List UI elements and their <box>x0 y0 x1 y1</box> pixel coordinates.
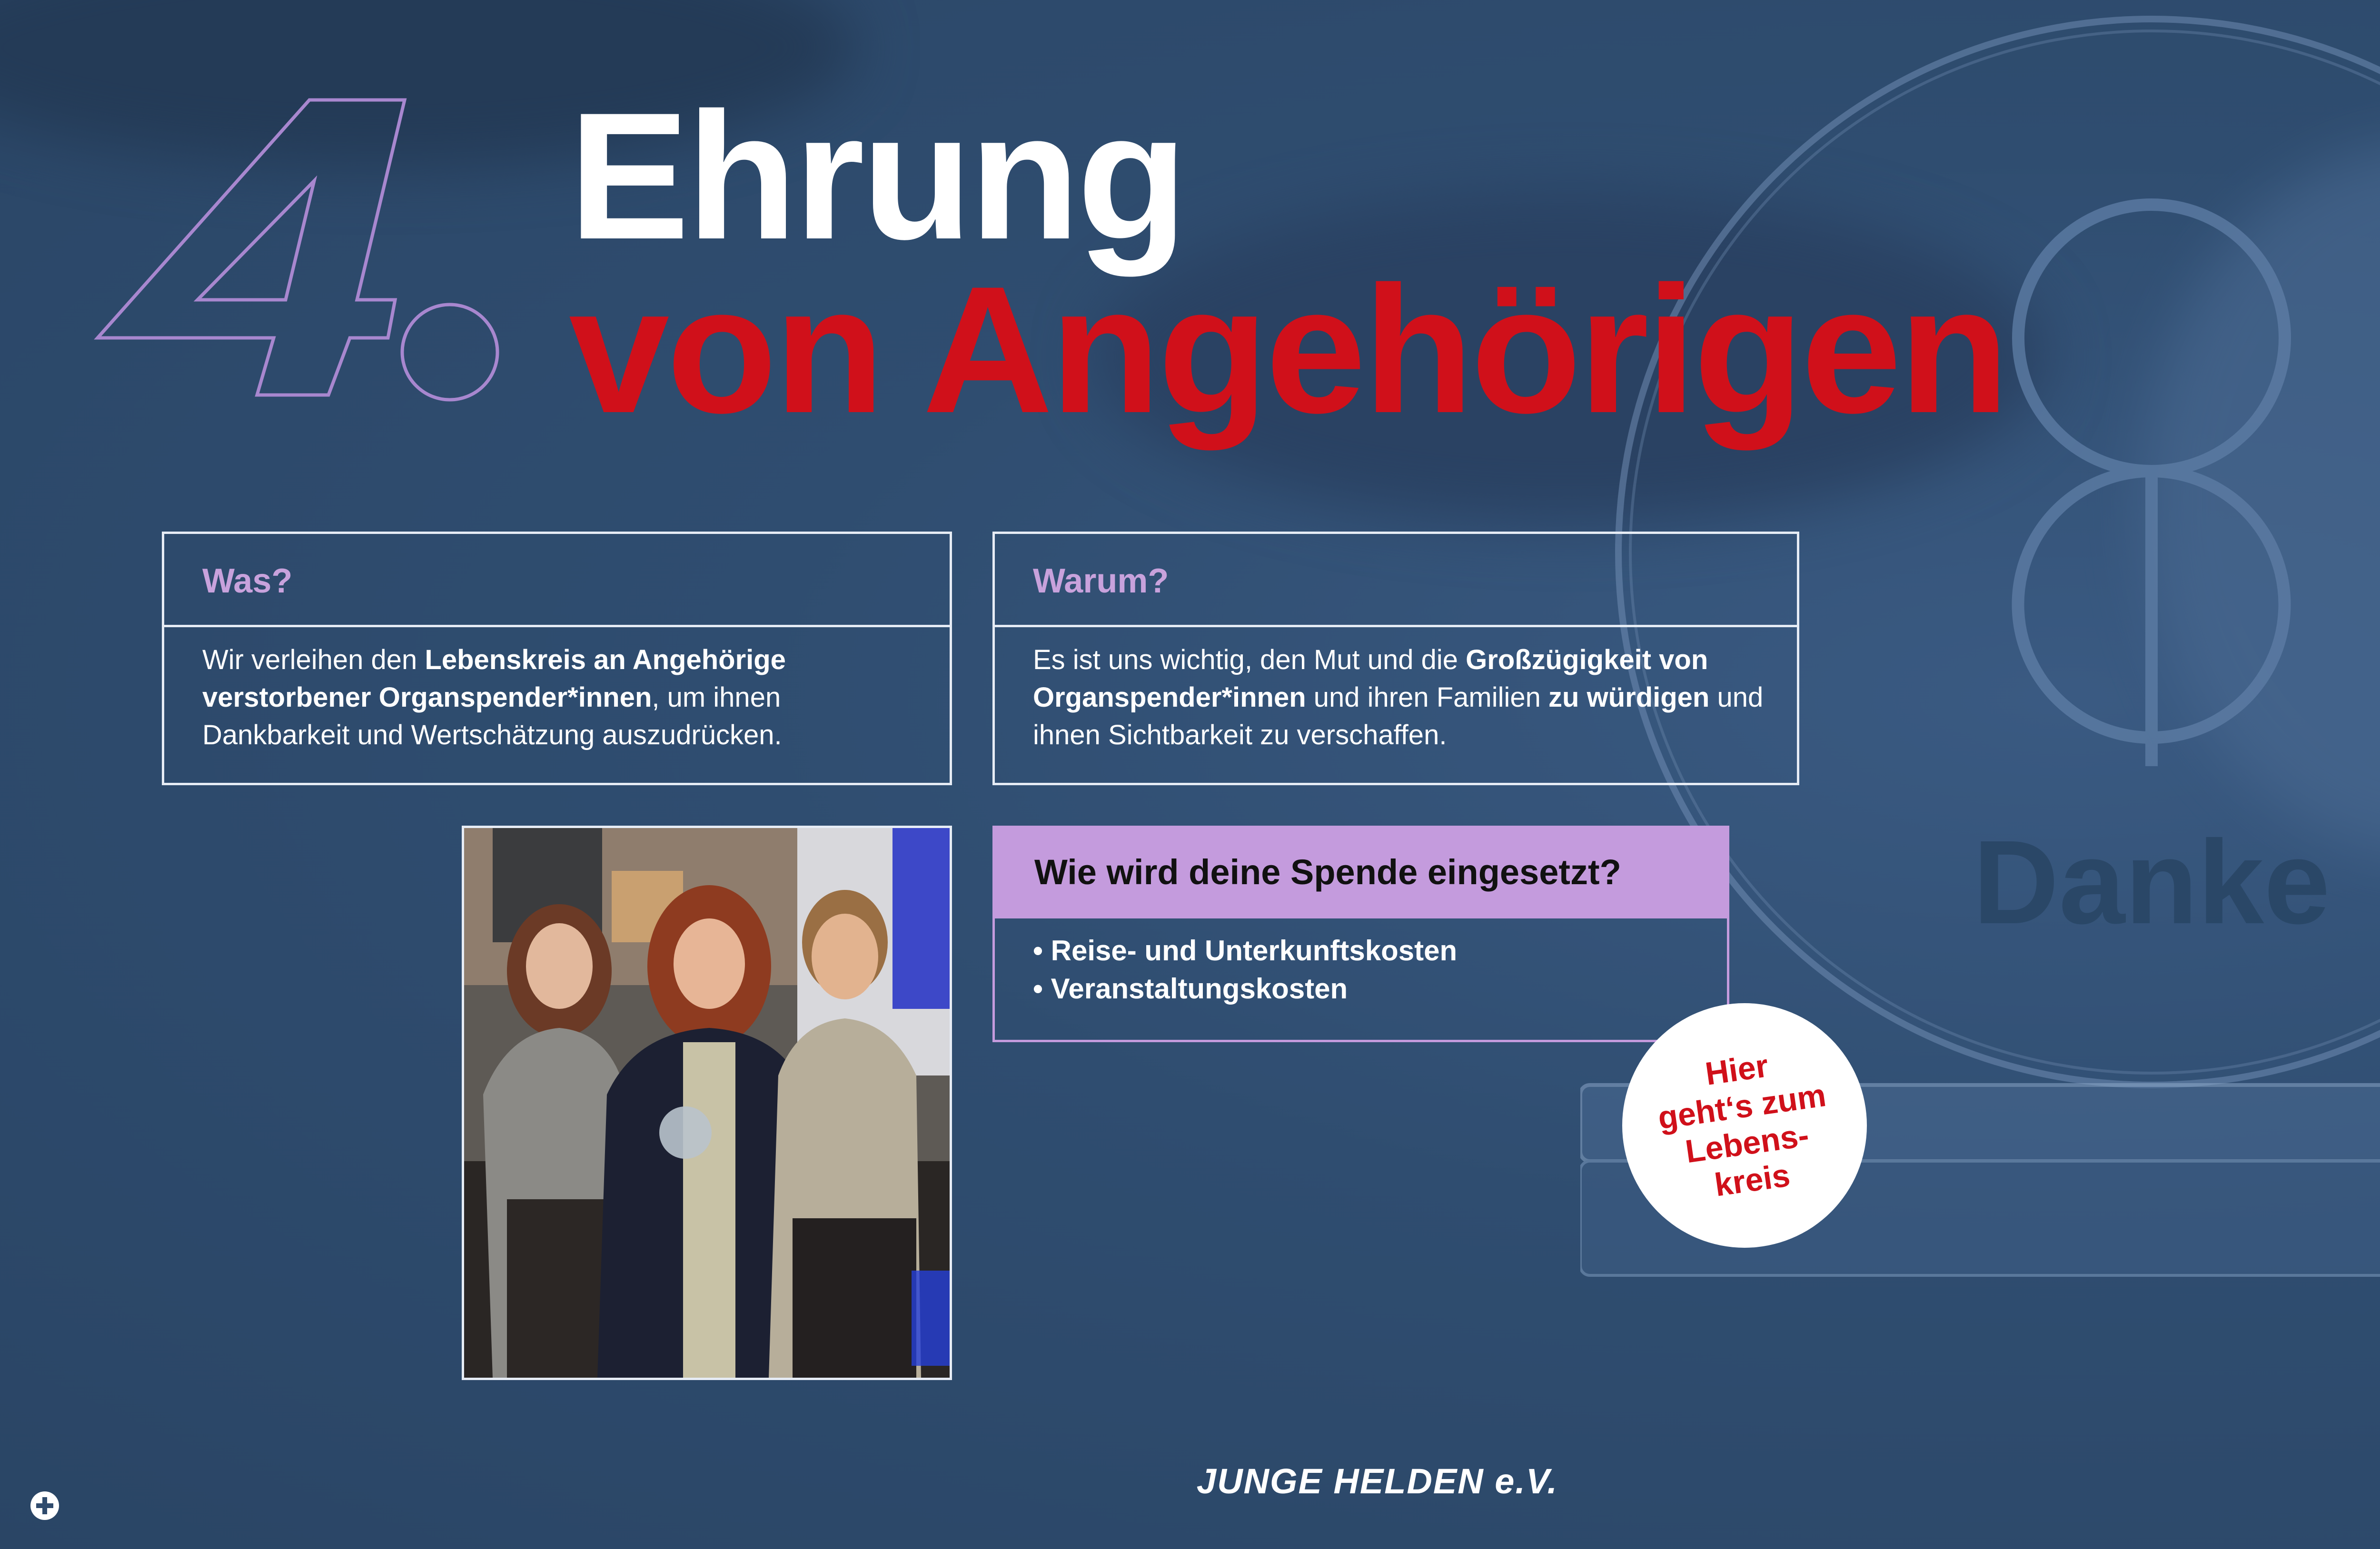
warum-box-header <box>995 534 1797 627</box>
page-title-line2: von Angehörigen <box>569 248 2007 451</box>
was-text-part: Wir verleihen den <box>202 644 425 675</box>
warum-box <box>992 532 1799 785</box>
donation-heading: Wie wird deine Spende eingesetzt? <box>1034 852 1621 892</box>
lebenskreis-link-button[interactable] <box>1622 1003 1867 1248</box>
was-box-header <box>164 534 950 627</box>
footer-logo: JUNGE HELDEN e.V. <box>1196 1461 1558 1501</box>
page-title-line1: Ehrung <box>569 75 1185 277</box>
list-item: • Veranstaltungskosten <box>1033 973 1348 1005</box>
award-photo-image <box>464 828 950 1378</box>
donation-box <box>992 826 1729 1042</box>
was-text-bold: Lebenskreis an Angehörige verstorbener Organspender*innen <box>202 644 786 713</box>
warum-text-bold: Großzügigkeit von Organspender*innen <box>1033 644 1708 713</box>
award-photo <box>462 826 952 1380</box>
warum-text-part: und ihren Familien <box>1306 682 1549 713</box>
was-text <box>202 641 921 754</box>
donation-list <box>1033 932 1457 1008</box>
list-item: • Reise- und Unterkunftskosten <box>1033 935 1458 967</box>
warum-heading: Warum? <box>1033 562 1169 600</box>
warum-text-part: Es ist uns wichtig, den Mut und die <box>1033 644 1466 675</box>
plus-circle-icon[interactable] <box>30 1490 60 1521</box>
trophy-engraving: Danke <box>1973 816 2330 948</box>
was-heading: Was? <box>202 562 293 600</box>
donation-box-header <box>992 826 1729 918</box>
was-box <box>162 532 952 785</box>
warum-text-part: und ihnen Sichtbarkeit zu verschaffen. <box>1033 682 1764 750</box>
warum-text <box>1033 641 1768 754</box>
lebenskreis-link-label: Hier geht‘s zum Lebens- kreis <box>1656 1047 1828 1204</box>
slide-number-graphic <box>90 81 519 414</box>
was-text-part: , um ihnen Dankbarkeit und Wertschätzung auszudrücken. <box>202 682 782 750</box>
warum-text-bold: zu würdigen <box>1548 682 1710 713</box>
